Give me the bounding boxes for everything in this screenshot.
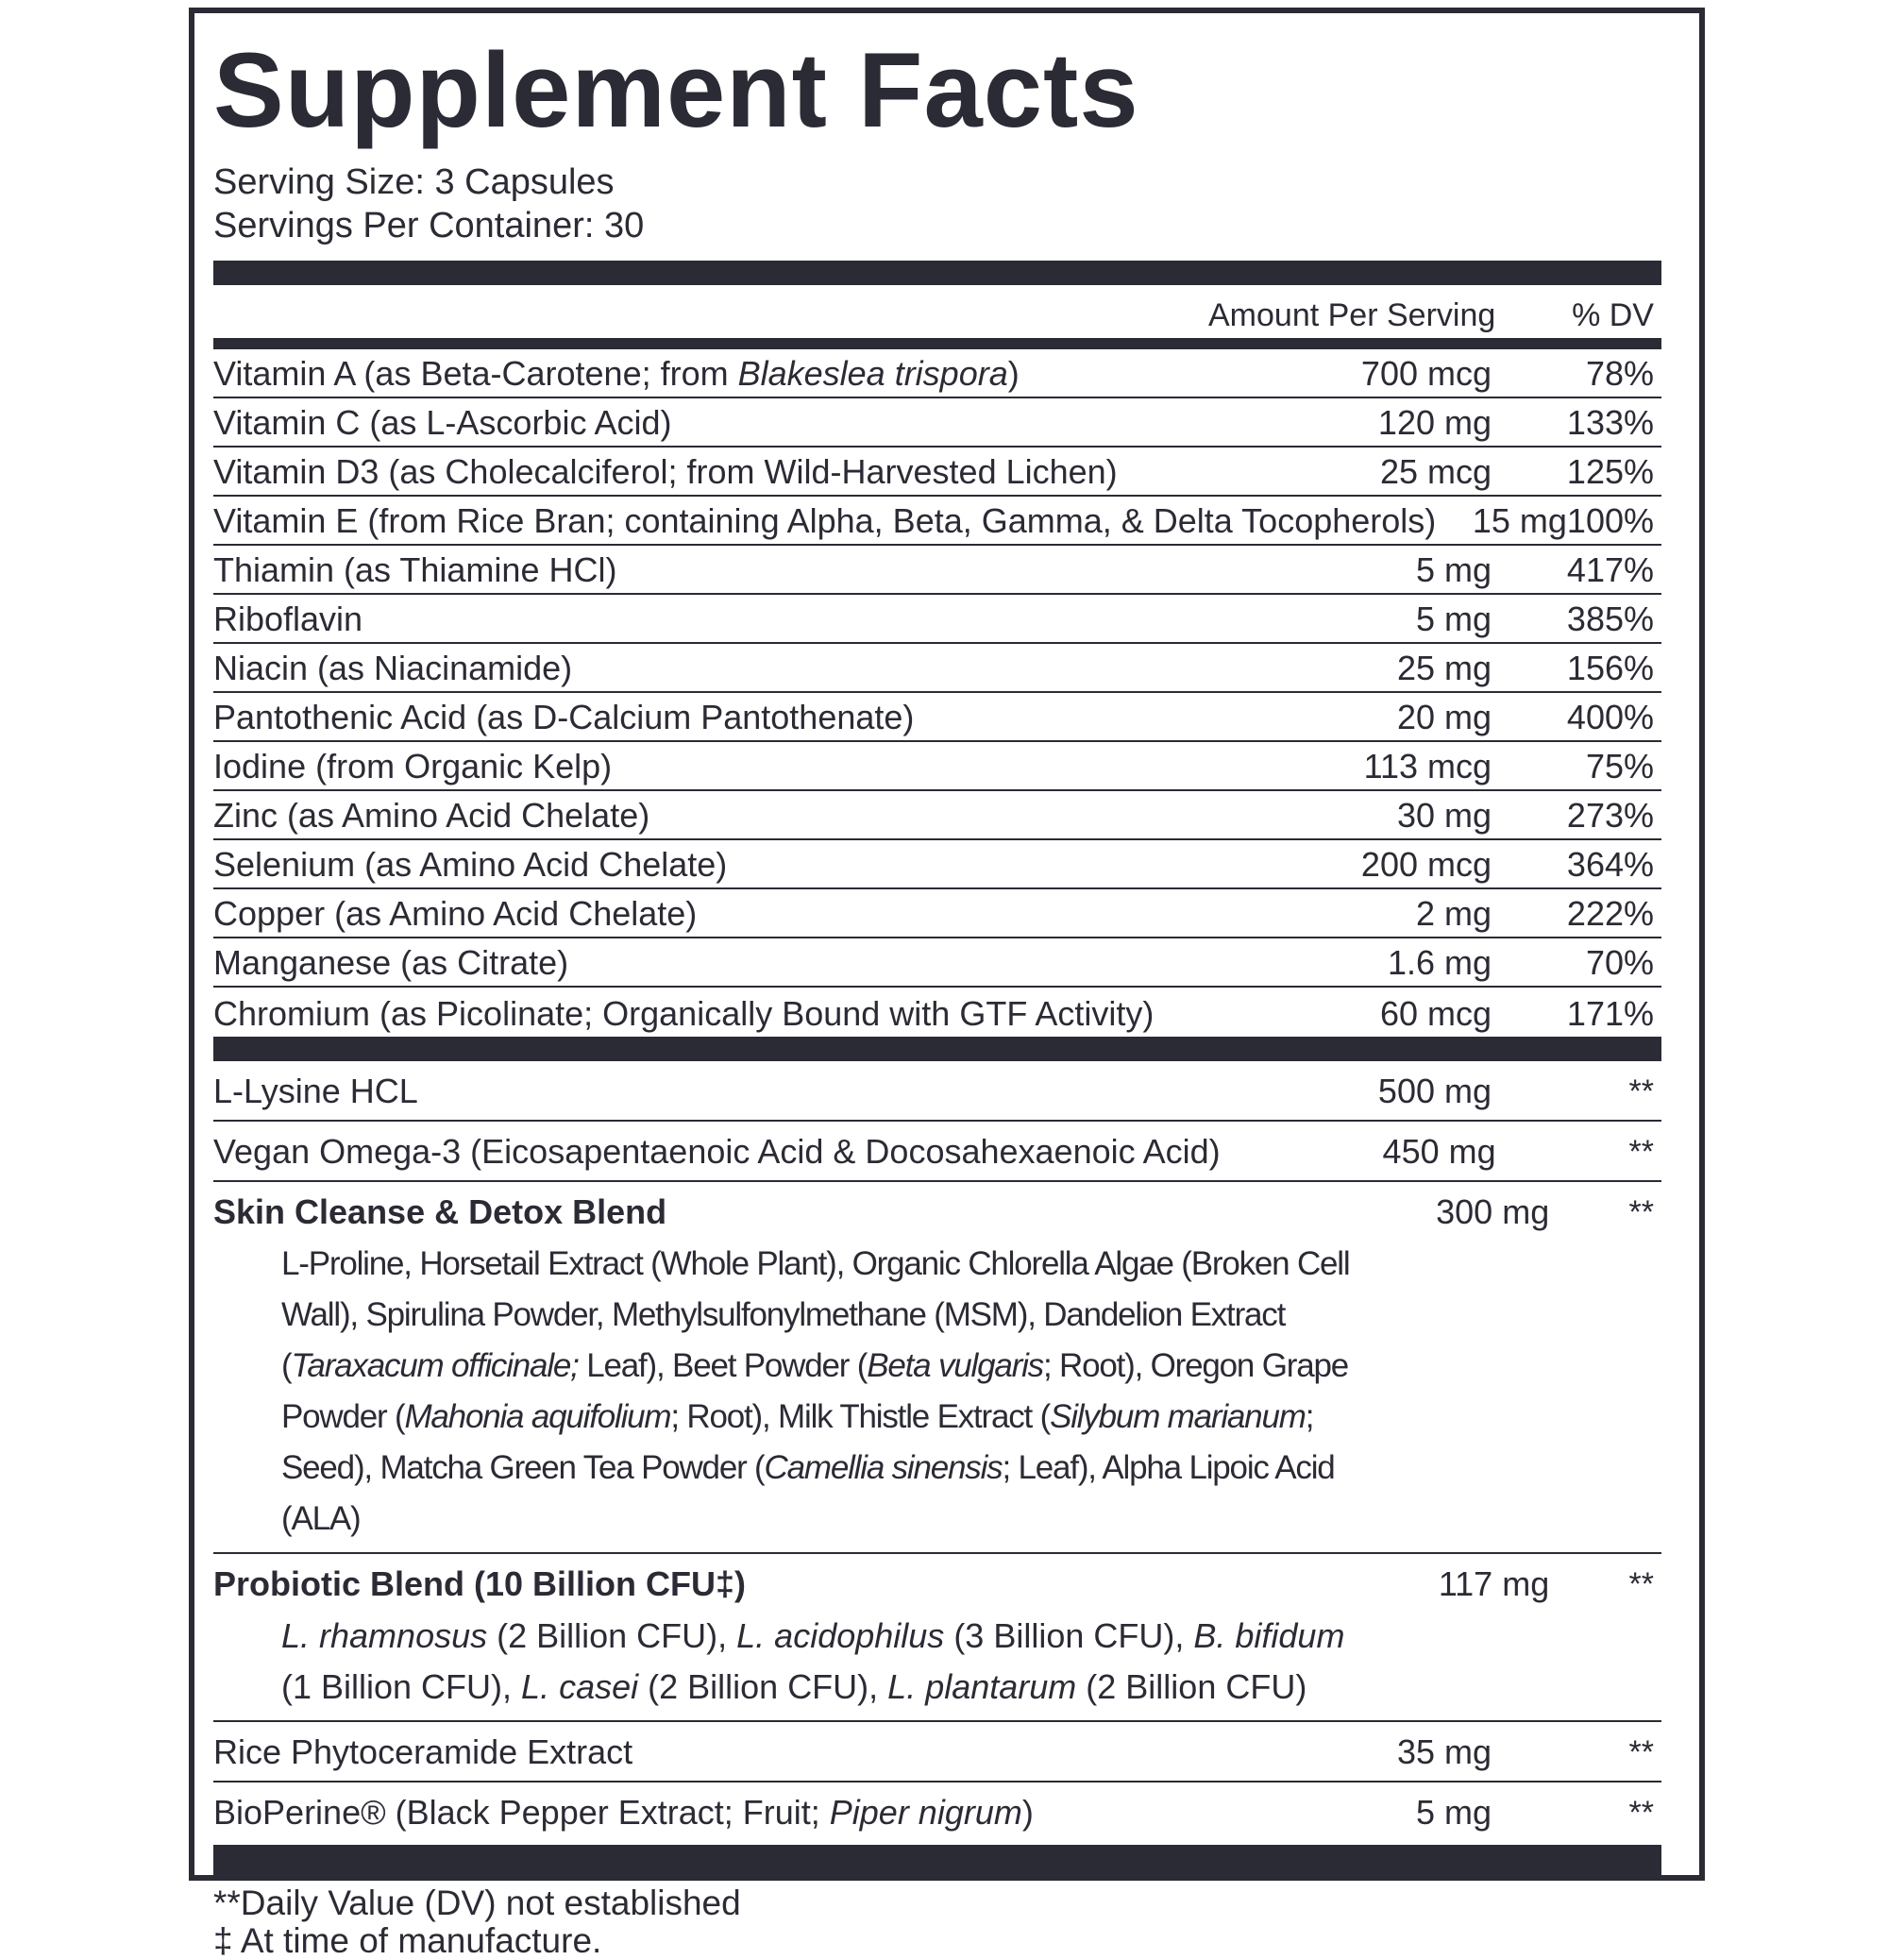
ingredient-amount: 450 mg — [1382, 1132, 1496, 1171]
ingredient-name: Selenium (as Amino Acid Chelate) — [213, 845, 728, 884]
table-row — [213, 938, 1661, 988]
ingredient-dv: 273% — [1566, 796, 1654, 835]
table-row-omega — [213, 1122, 1661, 1182]
blend-ingredients: L-Proline, Horsetail Extract (Whole Plant), Organic Chlorella Algae (Broken Cell Wall), Spirulina Powder, Methylsulfonylmethane (MSM), Dandelion Extract (Taraxacum officinale; Leaf), Beet Powder (Beta vulgaris; Root), Oregon Grape Powder (Mahonia aquifolium; Root), Milk Thistle Extract (Silybum marianum; Seed), Matcha Green Tea Powder (Camellia sinensis; Leaf), Alpha Lipoic Acid (ALA) — [281, 1245, 1350, 1537]
ingredient-amount: 120 mg — [1377, 403, 1492, 442]
ingredient-amount: 25 mcg — [1379, 452, 1492, 491]
ingredient-dv: 100% — [1566, 501, 1654, 540]
ingredient-amount: 2 mg — [1415, 894, 1492, 933]
supplement-facts-panel — [189, 8, 1705, 1960]
ingredient-dv: 417% — [1566, 550, 1654, 589]
serving-size: Serving Size: 3 Capsules — [213, 162, 615, 202]
ingredient-dv: 385% — [1566, 600, 1654, 638]
bottom-divider-bar — [213, 1845, 1661, 1879]
footnote-dv: **Daily Value (DV) not established — [213, 1884, 741, 1922]
table-row-rice — [213, 1722, 1661, 1783]
ingredient-dv: ** — [1628, 1734, 1654, 1770]
ingredient-dv: ** — [1628, 1566, 1654, 1602]
ingredient-dv: 70% — [1585, 943, 1654, 982]
ingredient-name: Vegan Omega-3 (Eicosapentaenoic Acid & Docosahexaenoic Acid) — [213, 1132, 1221, 1171]
ingredient-dv: 133% — [1566, 403, 1654, 442]
ingredient-name: Zinc (as Amino Acid Chelate) — [213, 796, 650, 835]
ingredient-amount: 113 mcg — [1363, 747, 1492, 786]
row-main — [213, 1071, 1208, 1112]
ingredient-amount: 500 mg — [1377, 1072, 1492, 1110]
ingredient-dv: ** — [1628, 1194, 1654, 1230]
ingredient-dv: 364% — [1566, 845, 1654, 884]
ingredient-name: Niacin (as Niacinamide) — [213, 649, 573, 687]
ingredient-amount: 60 mcg — [1379, 994, 1492, 1033]
ingredient-dv: 171% — [1566, 994, 1654, 1033]
ingredient-name: Vitamin A (as Beta-Carotene; from Blakeslea trispora) — [213, 354, 1020, 393]
ingredient-dv: ** — [1628, 1134, 1654, 1170]
ingredient-amount: 20 mg — [1396, 698, 1492, 736]
header-dv: % DV — [1572, 297, 1654, 333]
table-row — [213, 497, 1661, 546]
table-row — [213, 791, 1661, 840]
ingredient-amount: 300 mg — [1436, 1192, 1550, 1231]
panel-content — [213, 13, 1661, 1960]
ingredient-name: Vitamin E (from Rice Bran; containing Alpha, Beta, Gamma, & Delta Tocopherols) — [213, 501, 1437, 540]
ingredient-amount: 1.6 mg — [1387, 943, 1492, 982]
ingredient-dv: ** — [1628, 1795, 1654, 1831]
ingredient-dv: 78% — [1585, 354, 1654, 393]
ingredient-amount: 700 mcg — [1360, 354, 1492, 393]
row-main — [213, 1191, 1367, 1545]
ingredient-name: Vitamin D3 (as Cholecalciferol; from Wild-Harvested Lichen) — [213, 452, 1118, 491]
row-main — [213, 1792, 1208, 1833]
row-main — [213, 1732, 1208, 1773]
ingredient-amount: 5 mg — [1415, 600, 1492, 638]
table-row-lysine — [213, 1061, 1661, 1122]
middle-divider-bar — [213, 1037, 1661, 1061]
ingredient-name: BioPerine® (Black Pepper Extract; Fruit; Piper nigrum) — [213, 1793, 1034, 1832]
table-row — [213, 349, 1661, 398]
column-header-row — [213, 285, 1661, 349]
vitamin-rows — [213, 349, 1661, 1037]
table-row — [213, 448, 1661, 497]
blend-name: Skin Cleanse & Detox Blend — [213, 1192, 667, 1231]
ingredient-dv: 400% — [1566, 698, 1654, 736]
table-row — [213, 840, 1661, 889]
blend-name: Probiotic Blend (10 Billion CFU‡) — [213, 1564, 747, 1603]
ingredient-name: Riboflavin — [213, 600, 363, 638]
table-row — [213, 693, 1661, 742]
ingredient-amount: 117 mg — [1438, 1564, 1550, 1603]
ingredient-amount: 5 mg — [1415, 550, 1492, 589]
table-row — [213, 988, 1661, 1037]
table-row-skin-blend — [213, 1182, 1661, 1554]
ingredient-dv: 75% — [1585, 747, 1654, 786]
ingredient-name: Vitamin C (as L-Ascorbic Acid) — [213, 403, 672, 442]
footnotes — [213, 1884, 1661, 1960]
ingredient-amount: 5 mg — [1415, 1793, 1492, 1832]
row-main — [213, 1131, 1221, 1173]
ingredient-amount: 30 mg — [1396, 796, 1492, 835]
ingredient-amount: 25 mg — [1396, 649, 1492, 687]
serving-info — [213, 161, 1661, 247]
row-main — [213, 1563, 1367, 1713]
table-row — [213, 644, 1661, 693]
table-row-bioperine — [213, 1783, 1661, 1841]
table-row-probiotic-blend — [213, 1554, 1661, 1722]
ingredient-name: Rice Phytoceramide Extract — [213, 1732, 633, 1771]
header-amount: Amount Per Serving — [1208, 297, 1496, 333]
ingredient-dv: 156% — [1566, 649, 1654, 687]
table-row — [213, 595, 1661, 644]
ingredient-name: Chromium (as Picolinate; Organically Bound with GTF Activity) — [213, 994, 1155, 1033]
table-row — [213, 398, 1661, 448]
ingredient-name: Manganese (as Citrate) — [213, 943, 569, 982]
table-row — [213, 742, 1661, 791]
ingredient-amount: 15 mg — [1472, 501, 1567, 540]
ingredient-dv: ** — [1628, 1073, 1654, 1109]
footnote-manufacture: ‡ At time of manufacture. — [213, 1921, 602, 1960]
ingredient-name: Thiamin (as Thiamine HCl) — [213, 550, 617, 589]
table-row — [213, 546, 1661, 595]
ingredient-dv: 125% — [1566, 452, 1654, 491]
ingredient-amount: 35 mg — [1396, 1732, 1492, 1771]
ingredient-name: Iodine (from Organic Kelp) — [213, 747, 613, 786]
page-title: Supplement Facts — [213, 31, 1139, 149]
ingredient-dv: 222% — [1566, 894, 1654, 933]
table-row — [213, 889, 1661, 938]
ingredient-amount: 200 mcg — [1360, 845, 1492, 884]
ingredient-name: Copper (as Amino Acid Chelate) — [213, 894, 698, 933]
ingredient-name: L-Lysine HCL — [213, 1072, 418, 1110]
blend-ingredients: L. rhamnosus (2 Billion CFU), L. acidophilus (3 Billion CFU), B. bifidum (1 Billion CFU), L. casei (2 Billion CFU), L. plantarum (2 Billion CFU) — [281, 1616, 1345, 1706]
servings-per-container: Servings Per Container: 30 — [213, 206, 645, 245]
top-divider-bar — [213, 261, 1661, 285]
ingredient-name: Pantothenic Acid (as D-Calcium Pantothenate) — [213, 698, 915, 736]
